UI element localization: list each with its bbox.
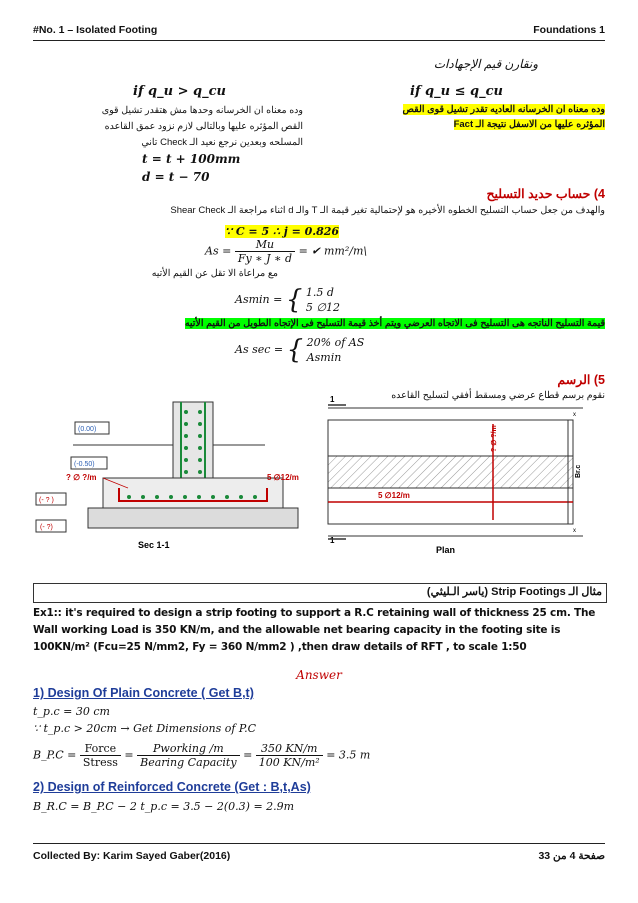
asmin-option-2: 5 ∅12 bbox=[305, 301, 340, 314]
sec-label: Sec 1-1 bbox=[138, 540, 170, 550]
plan-bar-5: 5 ∅12/m bbox=[378, 491, 410, 500]
design-rc-heading bbox=[33, 780, 311, 794]
comparison-title: ونقارن قيم الإجهادات bbox=[433, 57, 538, 71]
bpc-formula: B_P.C = $\frac{\text{Force}}{\text{Stress}}$ = $\frac{\text{Pworking /m}}{\text{Bearing Capacity}}$ = $\frac{350 KN/m}{\text{100 KN/m²}}$ = 3.5 m bbox=[33, 742, 371, 769]
left-text-line2: المؤثره عليها من الاسفل نتيجة الـ Fact bbox=[453, 119, 605, 130]
section4-title: حساب حديد التسليح bbox=[486, 187, 591, 201]
level-7: (- ?) bbox=[40, 524, 53, 531]
wall-plan bbox=[328, 456, 573, 488]
plain-concrete bbox=[88, 508, 298, 528]
as-denominator: Fy ∗ J ∗ d bbox=[237, 252, 293, 265]
constants-text: ∵ C = 5 ∴ j = 0.826 bbox=[225, 225, 340, 238]
right-text-line2: القص المؤثره عليها وبالتالى لازم نزود عمق القاعده bbox=[104, 121, 303, 132]
assec-formula bbox=[235, 335, 364, 365]
header-left: #No. 1 – Isolated Footing bbox=[33, 24, 158, 36]
frac-pworking-num: Pworking /m bbox=[137, 742, 239, 756]
asmin-brace: { bbox=[285, 285, 303, 315]
footer-right: صفحة 4 من 33 bbox=[538, 850, 605, 862]
section-drawing bbox=[33, 400, 303, 550]
as-fraction bbox=[235, 238, 295, 265]
as-lhs: As = bbox=[205, 244, 232, 258]
header-right: Foundations 1 bbox=[533, 24, 605, 36]
rc-footing bbox=[103, 478, 283, 508]
level-q: (- ? ) bbox=[39, 497, 54, 504]
x-bottom: x bbox=[573, 528, 576, 534]
as-numerator: Mu bbox=[235, 238, 295, 252]
section4-heading bbox=[486, 186, 605, 201]
example-statement: Ex1:: it's required to design a strip footing to support a R.C retaining wall of thickness 25 cm. The Wall working Load is 350 KN/m, and the allowable net bearing capacity in the footing site is 100KN/m² (Fcu=25 N/mm2, Fy = 360 N/mm2 ) ,then draw details of RFT , to scale 1:50 bbox=[33, 607, 596, 653]
right-text bbox=[33, 103, 303, 151]
asmin-option-1: 1.5 d bbox=[305, 286, 334, 299]
design-pc-heading-text: 1) Design Of Plain Concrete ( Get B,t) bbox=[33, 686, 254, 700]
frac-force: Force bbox=[80, 742, 121, 756]
assec-brace: { bbox=[286, 335, 304, 365]
as-rhs: = ✔ mm²/m\ bbox=[298, 244, 368, 258]
left-text bbox=[315, 104, 605, 130]
asmin-lhs: Asmin = bbox=[235, 293, 283, 306]
frac-stress: Stress bbox=[82, 756, 118, 769]
section4-number: 4) bbox=[593, 187, 605, 201]
section5-number: 5) bbox=[593, 373, 605, 387]
answer-label: Answer bbox=[296, 668, 342, 682]
footer-left: Collected By: Karim Sayed Gaber(2016) bbox=[33, 850, 231, 862]
left-condition: if q_u ≤ q_cu bbox=[410, 84, 503, 99]
right-condition: if q_u > q_cu bbox=[133, 84, 226, 99]
section5-text: نقوم برسم قطاع عرضي ومسقط أفقي لتسليح القاعده bbox=[391, 390, 605, 401]
rft-highlight bbox=[33, 318, 605, 329]
as-formula bbox=[205, 238, 367, 265]
bpc-rhs: = 3.5 m bbox=[326, 748, 371, 762]
frac-force-stress bbox=[80, 742, 121, 769]
plan-drawing bbox=[318, 390, 590, 555]
design-rc-heading-text: 2) Design of Reinforced Concrete (Get : B,t,As) bbox=[33, 780, 311, 794]
right-text-line1: وده معناه ان الخرسانه وحدها مش هتقدر تشيل قوى bbox=[101, 105, 303, 116]
plan-label: Plan bbox=[436, 545, 456, 555]
frac-values-num: 350 KN/m bbox=[256, 742, 323, 756]
bar-label-q: ? ∅ ?/m bbox=[66, 473, 97, 482]
rft-highlight-text: قيمة التسليح الناتجه هى التسليح فى الاتجاه العرضي ويتم أخذ قيمة التسليح فى الإتجاه الطويل من القيم الأتيه bbox=[184, 318, 605, 329]
left-text-line1: وده معناه ان الخرسانه العاديه تقدر تشيل قوى القص bbox=[402, 104, 605, 115]
asmin-formula bbox=[235, 285, 340, 315]
assec-options bbox=[307, 335, 365, 365]
frac-values-den: 100 KN/m² bbox=[258, 756, 320, 769]
header-rule bbox=[33, 40, 605, 41]
equation-d: d = t − 70 bbox=[142, 170, 210, 184]
line-brc: B_R.C = B_P.C − 2 t_p.c = 3.5 − 2(0.3) = 2.9m bbox=[33, 800, 295, 813]
bpc-lhs: B_P.C = bbox=[33, 748, 77, 762]
bar-label-5: 5 ∅12/m bbox=[267, 473, 299, 482]
frac-values bbox=[256, 742, 323, 769]
level-000: (0.00) bbox=[78, 426, 97, 433]
right-text-line3: المسلحه وبعدين نرجع نعيد الـ Check تاني bbox=[141, 137, 303, 148]
frac-pworking-den: Bearing Capacity bbox=[140, 756, 237, 769]
example-title: مثال الـ Strip Footings (ياسر الـليثي) bbox=[426, 586, 602, 598]
section4-text: والهدف من جعل حساب التسليح الخطوه الأخيره هو لإحتمالية تغير قيمة الـ T والـ d اثناء مراجعة الـ Shear Check bbox=[170, 205, 605, 216]
cut-bottom: 1 bbox=[330, 536, 335, 545]
min-note: مع مراعاة الا تقل عن القيم الأتيه bbox=[151, 268, 278, 279]
x-top: x bbox=[573, 412, 576, 418]
plan-dim: Br.c bbox=[575, 464, 582, 478]
section5-title: الرسم bbox=[557, 373, 591, 387]
assec-option-1: 20% of AS bbox=[306, 336, 365, 349]
plan-bar-q: ? ∅ ?/m bbox=[491, 425, 498, 452]
design-pc-heading bbox=[33, 686, 254, 700]
assec-option-2: Asmin bbox=[306, 351, 342, 364]
wall bbox=[173, 402, 213, 487]
cut-top: 1 bbox=[330, 395, 335, 404]
equation-t: t = t + 100mm bbox=[142, 152, 241, 166]
footer-rule bbox=[33, 843, 605, 844]
asmin-options bbox=[306, 285, 340, 315]
line-tpc: t_p.c = 30 cm bbox=[33, 705, 110, 718]
section5-heading bbox=[557, 372, 605, 387]
line-condition: ∵ t_p.c > 20cm → Get Dimensions of P.C bbox=[33, 722, 256, 735]
level-050: (-0.50) bbox=[74, 461, 95, 468]
assec-lhs: As sec = bbox=[235, 343, 284, 356]
frac-pworking bbox=[137, 742, 239, 769]
